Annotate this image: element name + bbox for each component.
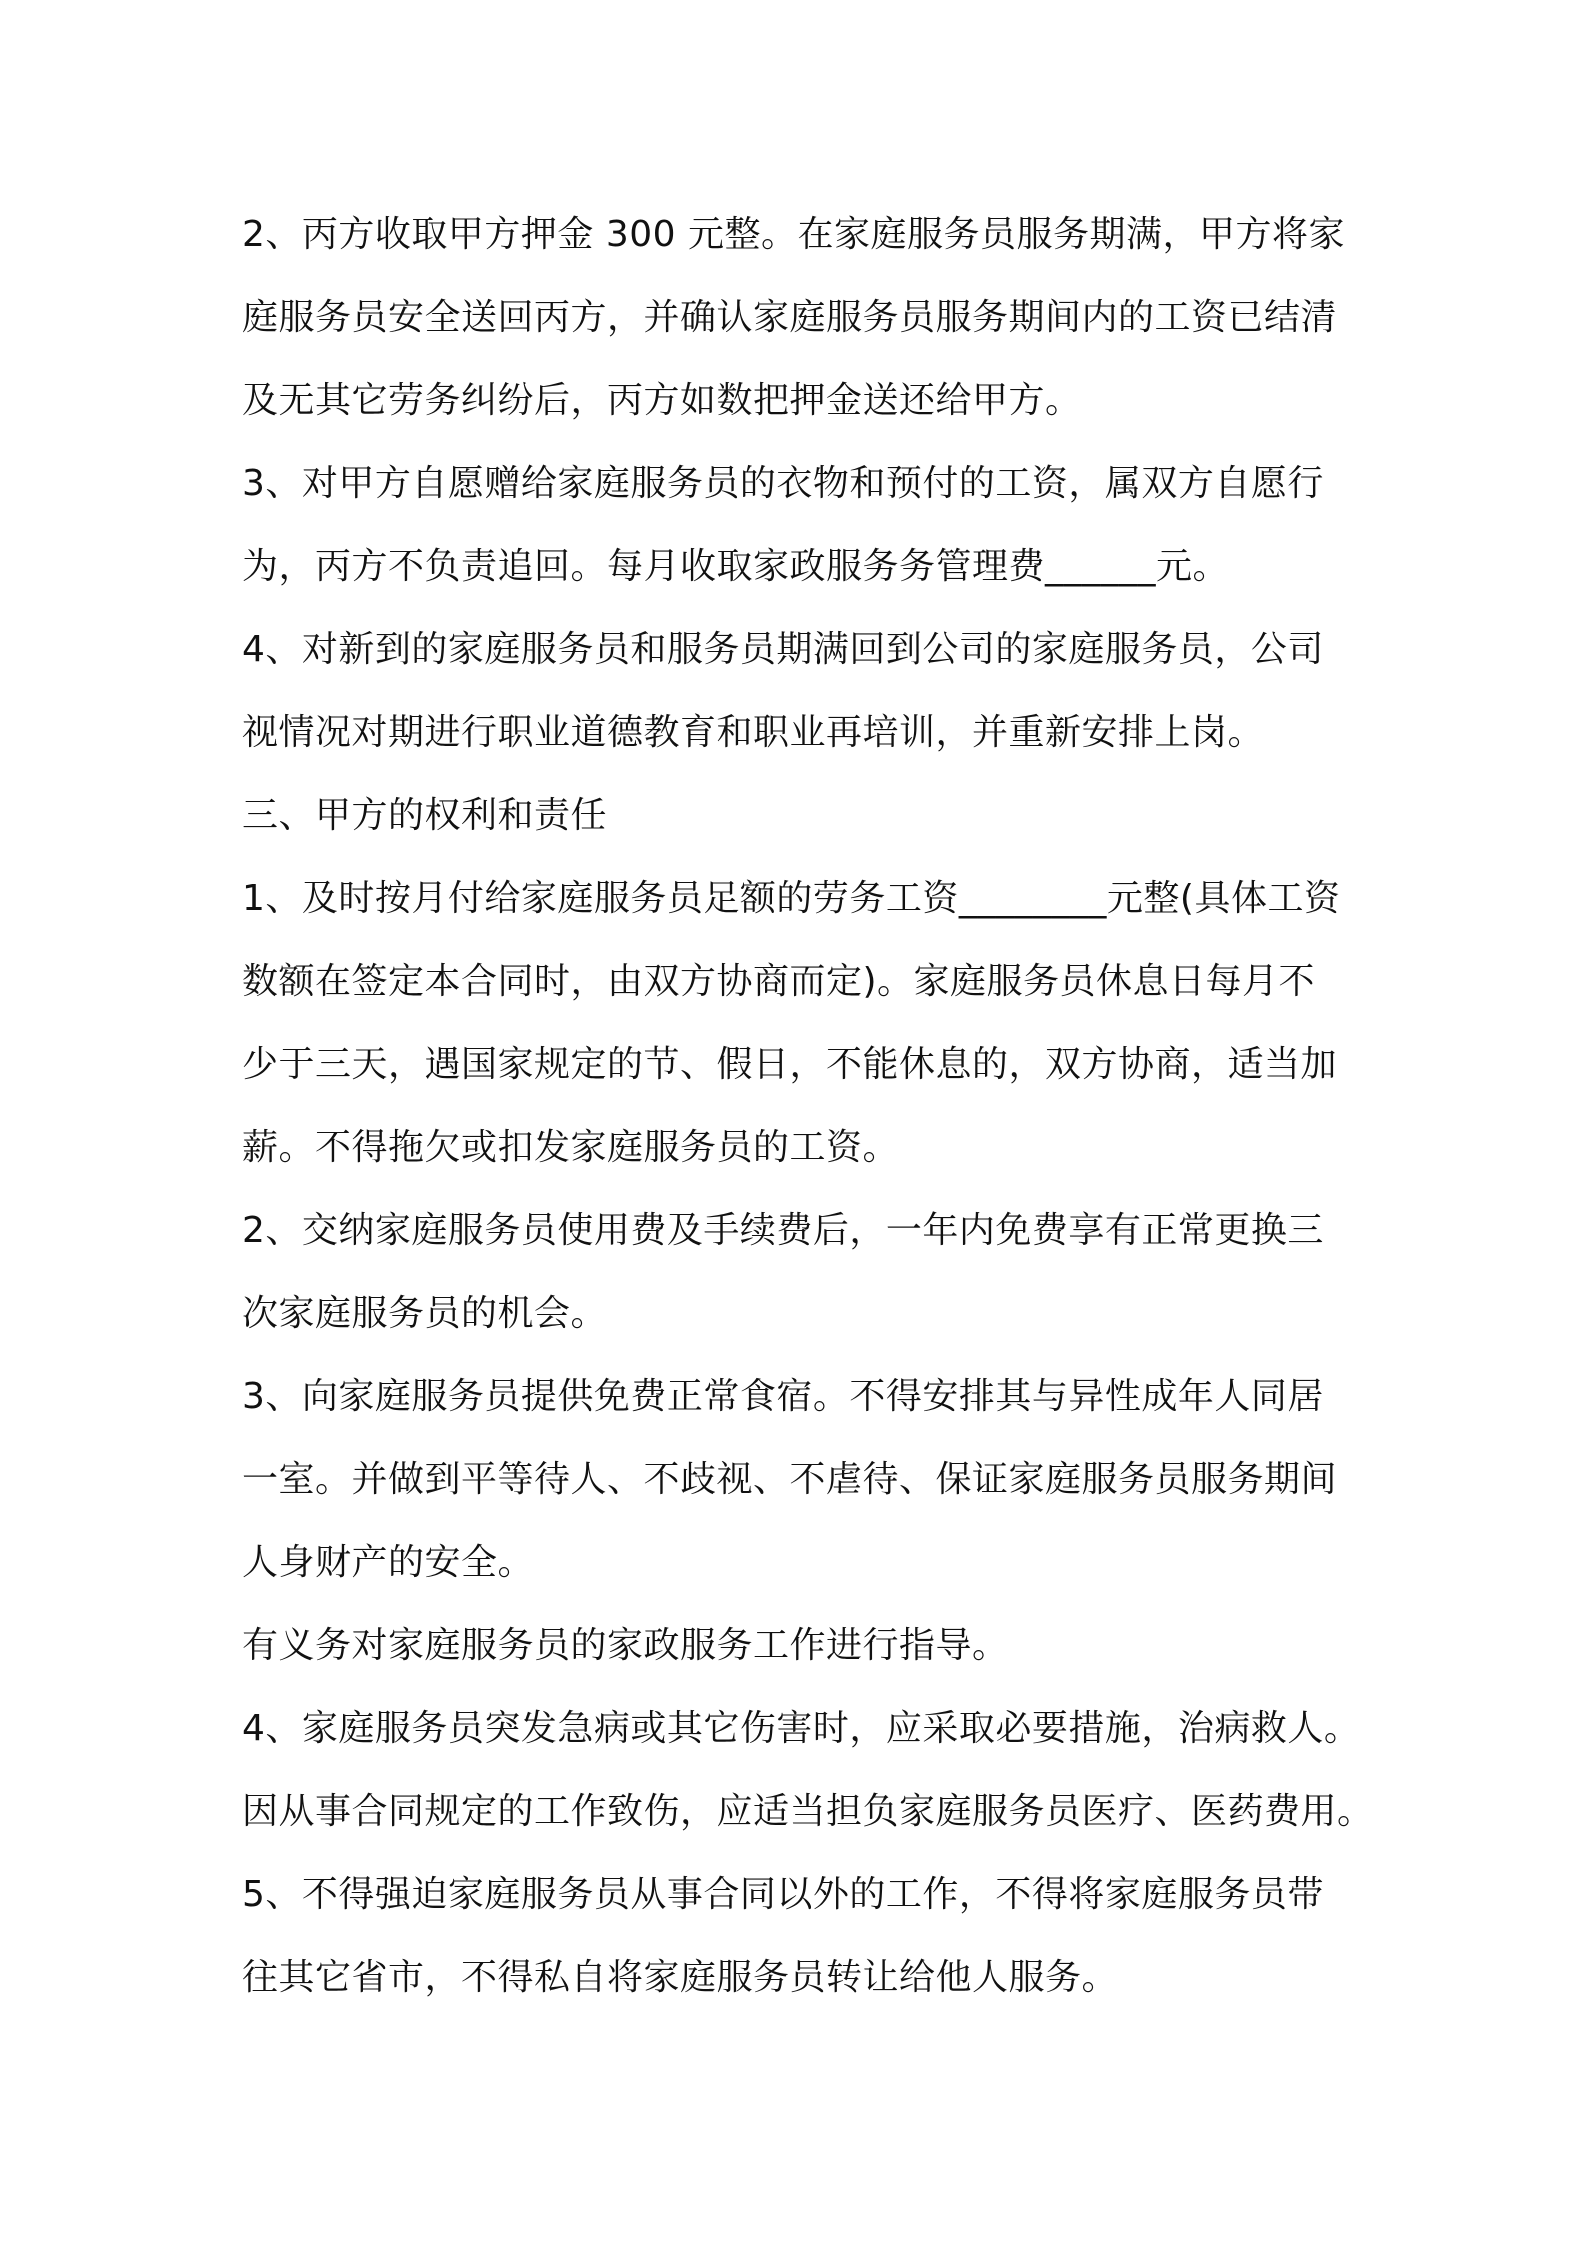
text-line: 及无其它劳务纠纷后，丙方如数把押金送还给甲方。 [242,380,1082,421]
text-line: 为，丙方不负责追回。每月收取家政服务务管理费______元。 [242,546,1230,587]
text-line: 3、向家庭服务员提供免费正常食宿。不得安排其与异性成年人同居 [242,1376,1324,1417]
text-line: 因从事合同规定的工作致伤，应适当担负家庭服务员医疗、医药费用。 [242,1791,1374,1832]
section-heading: 三、甲方的权利和责任 [242,795,608,836]
document-body [242,193,1372,2019]
text-line: 2、丙方收取甲方押金 300 元整。在家庭服务员服务期满，甲方将家 [242,214,1346,255]
text-line: 5、不得强迫家庭服务员从事合同以外的工作，不得将家庭服务员带 [242,1874,1324,1915]
text-line: 薪。不得拖欠或扣发家庭服务员的工资。 [242,1127,900,1168]
text-line: 3、对甲方自愿赠给家庭服务员的衣物和预付的工资，属双方自愿行 [242,463,1324,504]
text-line: 4、对新到的家庭服务员和服务员期满回到公司的家庭服务员，公司 [242,629,1324,670]
text-line: 一室。并做到平等待人、不歧视、不虐待、保证家庭服务员服务期间 [242,1459,1338,1500]
text-line: 往其它省市，不得私自将家庭服务员转让给他人服务。 [242,1957,1119,1998]
text-line: 庭服务员安全送回丙方，并确认家庭服务员服务期间内的工资已结清 [242,297,1338,338]
text-line: 2、交纳家庭服务员使用费及手续费后，一年内免费享有正常更换三 [242,1210,1324,1251]
text-line: 次家庭服务员的机会。 [242,1293,608,1334]
text-line: 视情况对期进行职业道德教育和职业再培训，并重新安排上岗。 [242,712,1265,753]
text-line: 1、及时按月付给家庭服务员足额的劳务工资________元整(具体工资 [242,878,1341,919]
text-line: 数额在签定本合同时，由双方协商而定)。家庭服务员休息日每月不 [242,961,1316,1002]
text-line: 有义务对家庭服务员的家政服务工作进行指导。 [242,1625,1009,1666]
text-line: 人身财产的安全。 [242,1542,535,1583]
text-line: 4、家庭服务员突发急病或其它伤害时，应采取必要措施，治病救人。 [242,1708,1361,1749]
text-line: 少于三天，遇国家规定的节、假日，不能休息的，双方协商，适当加 [242,1044,1338,1085]
